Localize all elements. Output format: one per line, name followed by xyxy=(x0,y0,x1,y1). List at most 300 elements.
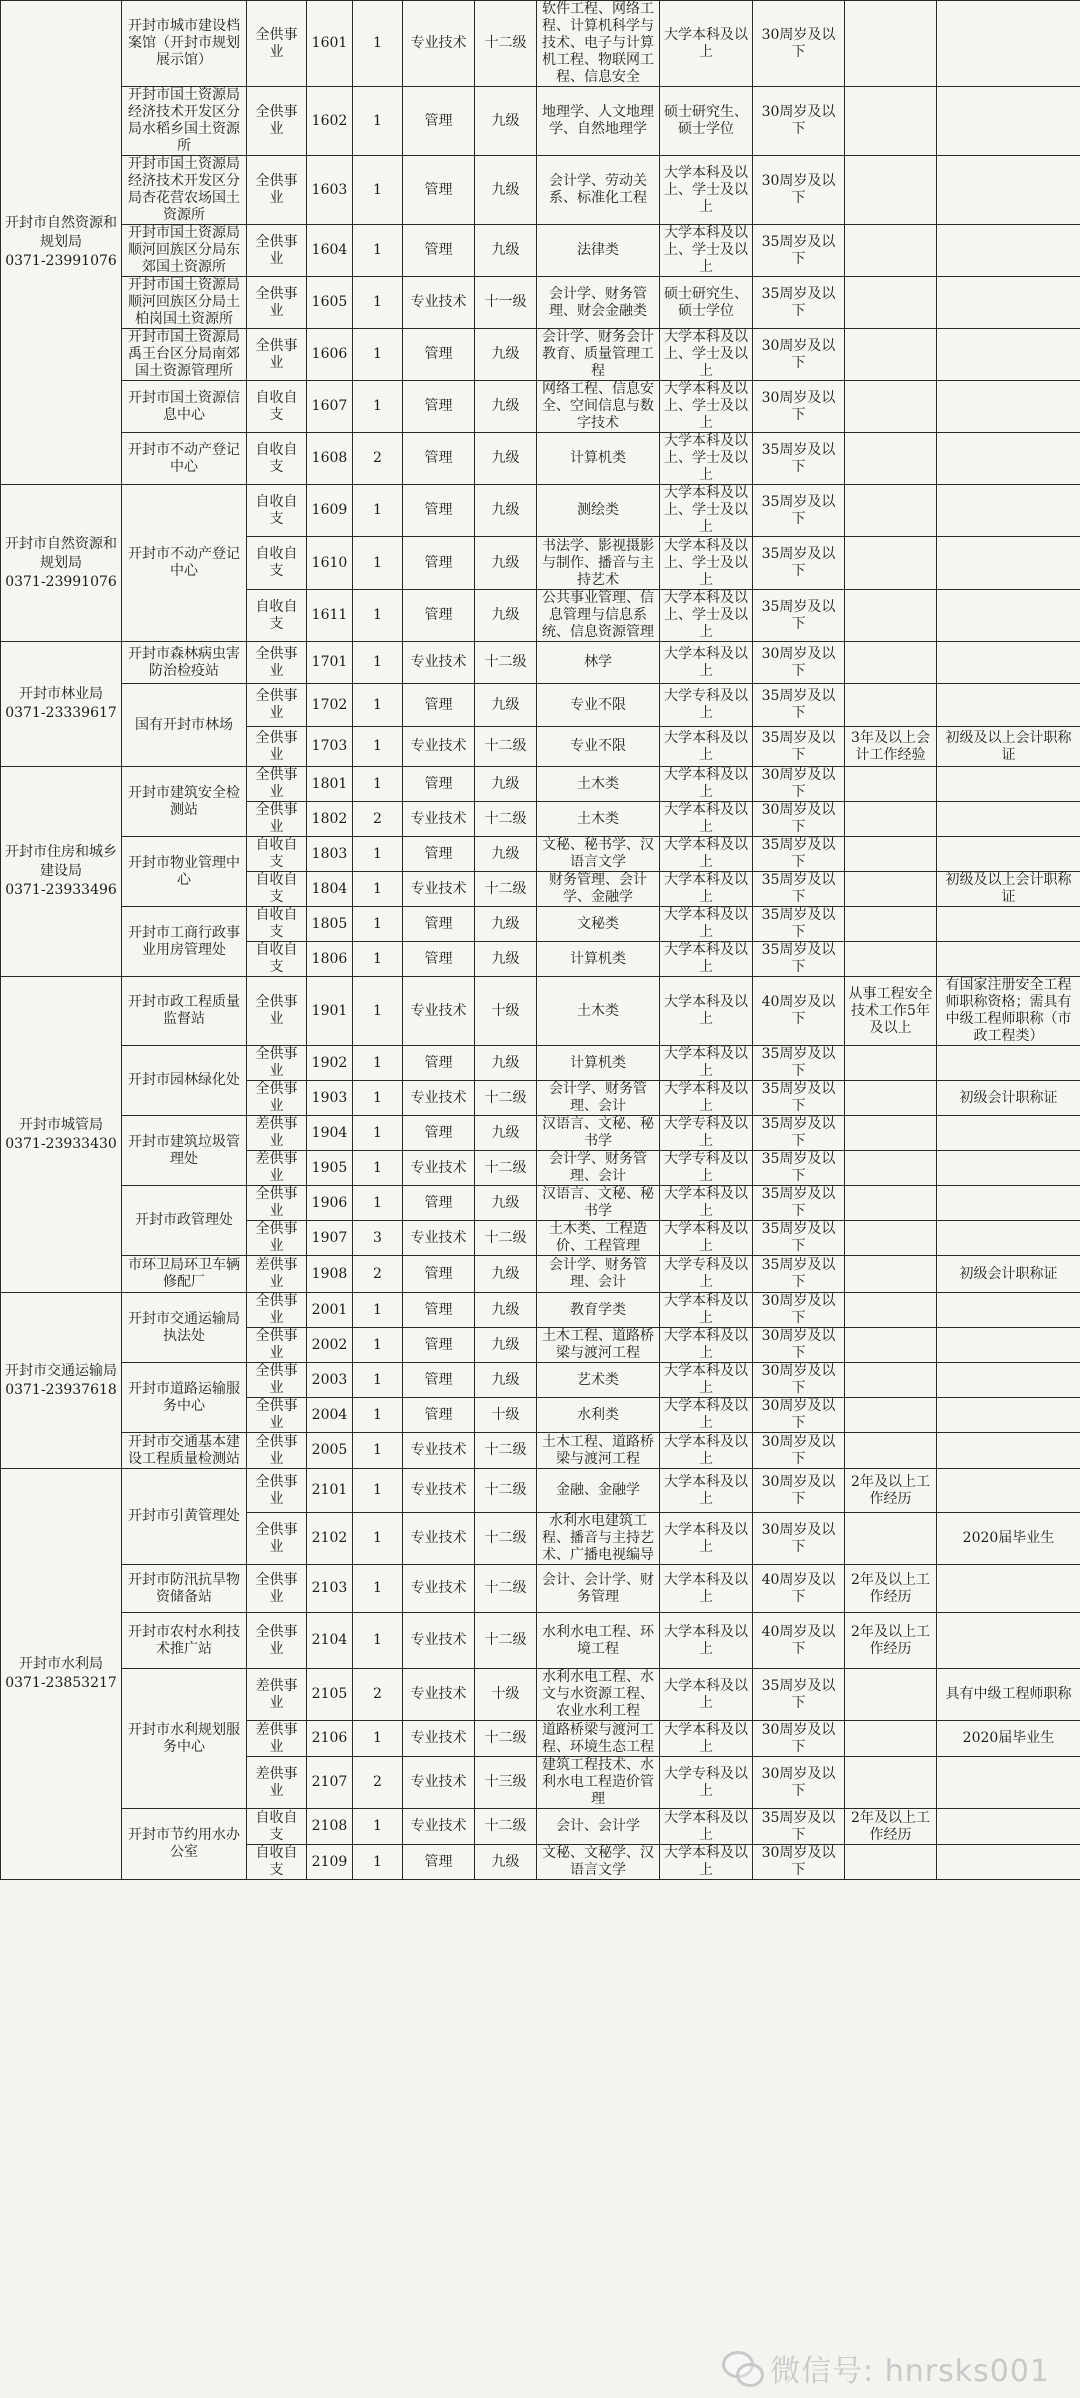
level-cell: 九级 xyxy=(475,1186,537,1221)
count-cell: 1 xyxy=(353,1116,403,1151)
type-cell: 自收自支 xyxy=(247,872,307,907)
edu-cell: 大学本科及以上 xyxy=(660,1081,753,1116)
major-cell: 林学 xyxy=(537,642,660,684)
note-cell xyxy=(937,942,1080,977)
unit-cell: 开封市森林病虫害防治检疫站 xyxy=(122,642,247,684)
edu-cell: 大学本科及以上 xyxy=(660,977,753,1046)
exp-cell xyxy=(845,1046,937,1081)
exp-cell xyxy=(845,1669,937,1721)
edu-cell: 大学本科及以上、学士及以上 xyxy=(660,537,753,590)
edu-cell: 大学专科及以上 xyxy=(660,1256,753,1293)
major-cell: 财务管理、会计学、金融学 xyxy=(537,872,660,907)
edu-cell: 大学本科及以上 xyxy=(660,872,753,907)
exp-cell xyxy=(845,1293,937,1328)
unit-cell: 开封市防汛抗旱物资储备站 xyxy=(122,1565,247,1613)
kind-cell: 专业技术 xyxy=(403,1565,475,1613)
note-cell: 初级及以上会计职称证 xyxy=(937,872,1080,907)
level-cell: 九级 xyxy=(475,767,537,802)
count-cell: 2 xyxy=(353,802,403,837)
kind-cell: 管理 xyxy=(403,485,475,537)
edu-cell: 大学本科及以上 xyxy=(660,1363,753,1398)
note-cell xyxy=(937,433,1080,485)
count-cell: 1 xyxy=(353,225,403,277)
unit-cell: 市环卫局环卫车辆修配厂 xyxy=(122,1256,247,1293)
count-cell: 2 xyxy=(353,1256,403,1293)
note-cell xyxy=(937,1328,1080,1363)
major-cell: 会计学、财务管理、财会金融类 xyxy=(537,277,660,329)
major-cell: 文秘、文秘学、汉语言文学 xyxy=(537,1845,660,1880)
table-row xyxy=(1,684,1080,727)
exp-cell xyxy=(845,381,937,433)
exp-cell: 3年及以上会计工作经验 xyxy=(845,727,937,767)
major-cell: 土木类 xyxy=(537,802,660,837)
edu-cell: 大学本科及以上 xyxy=(660,1328,753,1363)
note-cell xyxy=(937,1845,1080,1880)
age-cell: 35周岁及以下 xyxy=(753,1046,845,1081)
level-cell: 九级 xyxy=(475,329,537,381)
level-cell: 九级 xyxy=(475,1046,537,1081)
code-cell: 2105 xyxy=(307,1669,353,1721)
exp-cell xyxy=(845,1757,937,1809)
note-cell xyxy=(937,1398,1080,1433)
code-cell: 1802 xyxy=(307,802,353,837)
note-cell xyxy=(937,156,1080,225)
type-cell: 全供事业 xyxy=(247,1081,307,1116)
count-cell: 1 xyxy=(353,590,403,642)
edu-cell: 大学本科及以上、学士及以上 xyxy=(660,590,753,642)
kind-cell: 专业技术 xyxy=(403,1221,475,1256)
major-cell: 公共事业管理、信息管理与信息系统、信息资源管理 xyxy=(537,590,660,642)
exp-cell: 2年及以上工作经历 xyxy=(845,1469,937,1513)
department-cell: 开封市交通运输局 0371-23937618 xyxy=(1,1293,122,1469)
code-cell: 1608 xyxy=(307,433,353,485)
kind-cell: 专业技术 xyxy=(403,1469,475,1513)
age-cell: 30周岁及以下 xyxy=(753,1328,845,1363)
note-cell xyxy=(937,1116,1080,1151)
unit-cell: 开封市国土资源局顺河回族区分局东郊国土资源所 xyxy=(122,225,247,277)
kind-cell: 管理 xyxy=(403,1398,475,1433)
major-cell: 水利水电工程、环境工程 xyxy=(537,1613,660,1669)
type-cell: 全供事业 xyxy=(247,1513,307,1565)
edu-cell: 大学本科及以上 xyxy=(660,1669,753,1721)
level-cell: 九级 xyxy=(475,381,537,433)
age-cell: 40周岁及以下 xyxy=(753,1613,845,1669)
major-cell: 会计学、财务管理、会计 xyxy=(537,1081,660,1116)
type-cell: 差供事业 xyxy=(247,1669,307,1721)
department-cell: 开封市自然资源和规划局 0371-23991076 xyxy=(1,485,122,642)
unit-cell: 开封市道路运输服务中心 xyxy=(122,1363,247,1433)
exp-cell xyxy=(845,329,937,381)
exp-cell xyxy=(845,942,937,977)
unit-cell: 开封市城市建设档案馆（开封市规划展示馆） xyxy=(122,1,247,87)
code-cell: 1806 xyxy=(307,942,353,977)
count-cell: 1 xyxy=(353,1151,403,1186)
kind-cell: 管理 xyxy=(403,156,475,225)
type-cell: 全供事业 xyxy=(247,1046,307,1081)
level-cell: 十二级 xyxy=(475,802,537,837)
exp-cell xyxy=(845,590,937,642)
table-row xyxy=(1,1293,1080,1328)
code-cell: 1604 xyxy=(307,225,353,277)
age-cell: 35周岁及以下 xyxy=(753,1081,845,1116)
type-cell: 全供事业 xyxy=(247,802,307,837)
count-cell: 1 xyxy=(353,1186,403,1221)
count-cell: 1 xyxy=(353,277,403,329)
edu-cell: 大学本科及以上 xyxy=(660,907,753,942)
age-cell: 35周岁及以下 xyxy=(753,590,845,642)
level-cell: 九级 xyxy=(475,837,537,872)
kind-cell: 管理 xyxy=(403,87,475,156)
type-cell: 差供事业 xyxy=(247,1116,307,1151)
age-cell: 30周岁及以下 xyxy=(753,1513,845,1565)
kind-cell: 专业技术 xyxy=(403,872,475,907)
code-cell: 1904 xyxy=(307,1116,353,1151)
edu-cell: 大学专科及以上 xyxy=(660,1151,753,1186)
type-cell: 全供事业 xyxy=(247,1328,307,1363)
table-row xyxy=(1,837,1080,872)
table-row xyxy=(1,1669,1080,1721)
level-cell: 九级 xyxy=(475,433,537,485)
level-cell: 九级 xyxy=(475,1363,537,1398)
major-cell: 专业不限 xyxy=(537,727,660,767)
exp-cell xyxy=(845,1433,937,1469)
unit-cell: 开封市节约用水办公室 xyxy=(122,1809,247,1880)
note-cell xyxy=(937,1613,1080,1669)
note-cell xyxy=(937,767,1080,802)
age-cell: 35周岁及以下 xyxy=(753,1256,845,1293)
major-cell: 土木类 xyxy=(537,977,660,1046)
major-cell: 金融、金融学 xyxy=(537,1469,660,1513)
type-cell: 全供事业 xyxy=(247,684,307,727)
level-cell: 九级 xyxy=(475,1293,537,1328)
edu-cell: 大学本科及以上、学士及以上 xyxy=(660,485,753,537)
major-cell: 建筑工程技术、水利水电工程造价管理 xyxy=(537,1757,660,1809)
code-cell: 1905 xyxy=(307,1151,353,1186)
exp-cell xyxy=(845,642,937,684)
edu-cell: 大学本科及以上、学士及以上 xyxy=(660,156,753,225)
type-cell: 全供事业 xyxy=(247,727,307,767)
exp-cell xyxy=(845,1256,937,1293)
exp-cell xyxy=(845,485,937,537)
unit-cell: 开封市园林绿化处 xyxy=(122,1046,247,1116)
count-cell: 1 xyxy=(353,1513,403,1565)
unit-cell: 开封市国土资源信息中心 xyxy=(122,381,247,433)
kind-cell: 专业技术 xyxy=(403,727,475,767)
major-cell: 文秘、秘书学、汉语言文学 xyxy=(537,837,660,872)
note-cell xyxy=(937,590,1080,642)
kind-cell: 专业技术 xyxy=(403,1613,475,1669)
note-cell xyxy=(937,684,1080,727)
exp-cell xyxy=(845,1186,937,1221)
unit-cell: 国有开封市林场 xyxy=(122,684,247,767)
kind-cell: 管理 xyxy=(403,767,475,802)
code-cell: 2108 xyxy=(307,1809,353,1845)
edu-cell: 大学本科及以上 xyxy=(660,767,753,802)
age-cell: 30周岁及以下 xyxy=(753,767,845,802)
count-cell: 1 xyxy=(353,537,403,590)
count-cell: 1 xyxy=(353,1,403,87)
type-cell: 全供事业 xyxy=(247,1293,307,1328)
edu-cell: 大学本科及以上 xyxy=(660,1398,753,1433)
count-cell: 1 xyxy=(353,1809,403,1845)
kind-cell: 专业技术 xyxy=(403,1669,475,1721)
exp-cell xyxy=(845,1363,937,1398)
level-cell: 十二级 xyxy=(475,1721,537,1757)
major-cell: 教育学类 xyxy=(537,1293,660,1328)
age-cell: 35周岁及以下 xyxy=(753,433,845,485)
major-cell: 水利水电建筑工程、播音与主持艺术、广播电视编导 xyxy=(537,1513,660,1565)
level-cell: 九级 xyxy=(475,942,537,977)
exp-cell xyxy=(845,837,937,872)
age-cell: 35周岁及以下 xyxy=(753,537,845,590)
code-cell: 1702 xyxy=(307,684,353,727)
table-row xyxy=(1,1363,1080,1398)
level-cell: 十三级 xyxy=(475,1757,537,1809)
type-cell: 差供事业 xyxy=(247,1256,307,1293)
kind-cell: 管理 xyxy=(403,590,475,642)
type-cell: 全供事业 xyxy=(247,977,307,1046)
department-cell: 开封市水利局 0371-23853217 xyxy=(1,1469,122,1880)
code-cell: 2107 xyxy=(307,1757,353,1809)
age-cell: 30周岁及以下 xyxy=(753,156,845,225)
unit-cell: 开封市政工程质量监督站 xyxy=(122,977,247,1046)
kind-cell: 管理 xyxy=(403,837,475,872)
kind-cell: 专业技术 xyxy=(403,1513,475,1565)
table-row xyxy=(1,1809,1080,1845)
edu-cell: 大学本科及以上 xyxy=(660,1469,753,1513)
table-row xyxy=(1,977,1080,1046)
count-cell: 1 xyxy=(353,684,403,727)
edu-cell: 大学专科及以上 xyxy=(660,684,753,727)
type-cell: 全供事业 xyxy=(247,277,307,329)
major-cell: 会计、会计学 xyxy=(537,1809,660,1845)
note-cell xyxy=(937,1151,1080,1186)
kind-cell: 专业技术 xyxy=(403,1433,475,1469)
age-cell: 40周岁及以下 xyxy=(753,977,845,1046)
level-cell: 九级 xyxy=(475,1328,537,1363)
age-cell: 35周岁及以下 xyxy=(753,942,845,977)
table-row xyxy=(1,1116,1080,1151)
note-cell xyxy=(937,1565,1080,1613)
exp-cell xyxy=(845,1221,937,1256)
unit-cell: 开封市农村水利技术推广站 xyxy=(122,1613,247,1669)
level-cell: 九级 xyxy=(475,590,537,642)
kind-cell: 管理 xyxy=(403,684,475,727)
level-cell: 十二级 xyxy=(475,1809,537,1845)
type-cell: 差供事业 xyxy=(247,1757,307,1809)
note-cell xyxy=(937,1221,1080,1256)
edu-cell: 大学本科及以上 xyxy=(660,1845,753,1880)
table-row xyxy=(1,156,1080,225)
edu-cell: 大学本科及以上 xyxy=(660,1433,753,1469)
department-cell: 开封市住房和城乡建设局 0371-23933496 xyxy=(1,767,122,977)
level-cell: 十级 xyxy=(475,1398,537,1433)
exp-cell xyxy=(845,433,937,485)
level-cell: 九级 xyxy=(475,1256,537,1293)
type-cell: 自收自支 xyxy=(247,942,307,977)
count-cell: 1 xyxy=(353,837,403,872)
unit-cell: 开封市国土资源局经济技术开发区分局杏花营农场国土资源所 xyxy=(122,156,247,225)
code-cell: 2001 xyxy=(307,1293,353,1328)
level-cell: 十一级 xyxy=(475,277,537,329)
type-cell: 差供事业 xyxy=(247,1721,307,1757)
level-cell: 十二级 xyxy=(475,1513,537,1565)
unit-cell: 开封市政管理处 xyxy=(122,1186,247,1256)
count-cell: 1 xyxy=(353,907,403,942)
code-cell: 1801 xyxy=(307,767,353,802)
note-cell: 2020届毕业生 xyxy=(937,1513,1080,1565)
type-cell: 全供事业 xyxy=(247,767,307,802)
note-cell xyxy=(937,1363,1080,1398)
edu-cell: 硕士研究生、硕士学位 xyxy=(660,277,753,329)
kind-cell: 管理 xyxy=(403,381,475,433)
kind-cell: 专业技术 xyxy=(403,977,475,1046)
exp-cell xyxy=(845,1845,937,1880)
age-cell: 30周岁及以下 xyxy=(753,802,845,837)
type-cell: 全供事业 xyxy=(247,225,307,277)
type-cell: 自收自支 xyxy=(247,590,307,642)
count-cell: 1 xyxy=(353,767,403,802)
major-cell: 汉语言、文秘、秘书学 xyxy=(537,1116,660,1151)
age-cell: 30周岁及以下 xyxy=(753,642,845,684)
exp-cell xyxy=(845,1721,937,1757)
exp-cell xyxy=(845,537,937,590)
major-cell: 道路桥梁与渡河工程、环境生态工程 xyxy=(537,1721,660,1757)
note-cell: 2020届毕业生 xyxy=(937,1721,1080,1757)
code-cell: 1907 xyxy=(307,1221,353,1256)
count-cell: 1 xyxy=(353,329,403,381)
age-cell: 35周岁及以下 xyxy=(753,1669,845,1721)
note-cell xyxy=(937,537,1080,590)
count-cell: 1 xyxy=(353,1469,403,1513)
major-cell: 计算机类 xyxy=(537,433,660,485)
code-cell: 1609 xyxy=(307,485,353,537)
count-cell: 3 xyxy=(353,1221,403,1256)
age-cell: 35周岁及以下 xyxy=(753,277,845,329)
count-cell: 1 xyxy=(353,1328,403,1363)
age-cell: 35周岁及以下 xyxy=(753,1221,845,1256)
note-cell xyxy=(937,87,1080,156)
major-cell: 书法学、影视摄影与制作、播音与主持艺术 xyxy=(537,537,660,590)
code-cell: 1803 xyxy=(307,837,353,872)
age-cell: 30周岁及以下 xyxy=(753,1293,845,1328)
kind-cell: 专业技术 xyxy=(403,1809,475,1845)
age-cell: 35周岁及以下 xyxy=(753,727,845,767)
exp-cell xyxy=(845,225,937,277)
major-cell: 土木类、工程造价、工程管理 xyxy=(537,1221,660,1256)
exp-cell xyxy=(845,1,937,87)
edu-cell: 大学本科及以上 xyxy=(660,837,753,872)
level-cell: 十二级 xyxy=(475,1613,537,1669)
kind-cell: 专业技术 xyxy=(403,1757,475,1809)
age-cell: 35周岁及以下 xyxy=(753,837,845,872)
code-cell: 2104 xyxy=(307,1613,353,1669)
major-cell: 文秘类 xyxy=(537,907,660,942)
kind-cell: 管理 xyxy=(403,433,475,485)
exp-cell xyxy=(845,1116,937,1151)
code-cell: 1703 xyxy=(307,727,353,767)
type-cell: 全供事业 xyxy=(247,1186,307,1221)
kind-cell: 管理 xyxy=(403,1293,475,1328)
note-cell: 有国家注册安全工程师职称资格；需具有中级工程师职称（市政工程类） xyxy=(937,977,1080,1046)
unit-cell: 开封市工商行政事业用房管理处 xyxy=(122,907,247,977)
level-cell: 十二级 xyxy=(475,727,537,767)
major-cell: 艺术类 xyxy=(537,1363,660,1398)
exp-cell: 从事工程安全技术工作5年及以上 xyxy=(845,977,937,1046)
table-row xyxy=(1,767,1080,802)
edu-cell: 大学本科及以上 xyxy=(660,1,753,87)
count-cell: 1 xyxy=(353,727,403,767)
kind-cell: 专业技术 xyxy=(403,1,475,87)
major-cell: 计算机类 xyxy=(537,942,660,977)
kind-cell: 管理 xyxy=(403,1046,475,1081)
major-cell: 计算机类 xyxy=(537,1046,660,1081)
code-cell: 1701 xyxy=(307,642,353,684)
table-row xyxy=(1,277,1080,329)
unit-cell: 开封市引黄管理处 xyxy=(122,1469,247,1565)
watermark-label: 微信号: hnrsks001 xyxy=(770,2354,1050,2389)
note-cell xyxy=(937,802,1080,837)
level-cell: 十级 xyxy=(475,1669,537,1721)
edu-cell: 大学本科及以上、学士及以上 xyxy=(660,381,753,433)
type-cell: 全供事业 xyxy=(247,1433,307,1469)
code-cell: 1908 xyxy=(307,1256,353,1293)
kind-cell: 管理 xyxy=(403,907,475,942)
code-cell: 1804 xyxy=(307,872,353,907)
note-cell xyxy=(937,381,1080,433)
unit-cell: 开封市国土资源局禹王台区分局南郊国土资源管理所 xyxy=(122,329,247,381)
unit-cell: 开封市不动产登记中心 xyxy=(122,485,247,642)
edu-cell: 大学本科及以上 xyxy=(660,642,753,684)
count-cell: 1 xyxy=(353,156,403,225)
count-cell: 1 xyxy=(353,1613,403,1669)
kind-cell: 专业技术 xyxy=(403,1721,475,1757)
note-cell xyxy=(937,329,1080,381)
count-cell: 1 xyxy=(353,381,403,433)
unit-cell: 开封市建筑安全检测站 xyxy=(122,767,247,837)
kind-cell: 专业技术 xyxy=(403,1151,475,1186)
kind-cell: 专业技术 xyxy=(403,1081,475,1116)
edu-cell: 大学本科及以上 xyxy=(660,1809,753,1845)
table-row xyxy=(1,1256,1080,1293)
edu-cell: 大学本科及以上 xyxy=(660,1293,753,1328)
major-cell: 土木工程、道路桥梁与渡河工程 xyxy=(537,1433,660,1469)
level-cell: 九级 xyxy=(475,1116,537,1151)
unit-cell: 开封市水利规划服务中心 xyxy=(122,1669,247,1809)
level-cell: 十二级 xyxy=(475,1221,537,1256)
major-cell: 汉语言、文秘、秘书学 xyxy=(537,1186,660,1221)
table-row xyxy=(1,485,1080,537)
note-cell xyxy=(937,225,1080,277)
kind-cell: 专业技术 xyxy=(403,642,475,684)
major-cell: 软件工程、网络工程、计算机科学与技术、电子与计算机工程、物联网工程、信息安全 xyxy=(537,1,660,87)
table-row xyxy=(1,642,1080,684)
level-cell: 十二级 xyxy=(475,642,537,684)
age-cell: 30周岁及以下 xyxy=(753,1433,845,1469)
exp-cell: 2年及以上工作经历 xyxy=(845,1565,937,1613)
table-row xyxy=(1,1469,1080,1513)
exp-cell xyxy=(845,156,937,225)
edu-cell: 硕士研究生、硕士学位 xyxy=(660,87,753,156)
edu-cell: 大学专科及以上 xyxy=(660,1116,753,1151)
type-cell: 自收自支 xyxy=(247,485,307,537)
code-cell: 1611 xyxy=(307,590,353,642)
age-cell: 30周岁及以下 xyxy=(753,329,845,381)
kind-cell: 管理 xyxy=(403,225,475,277)
code-cell: 1901 xyxy=(307,977,353,1046)
unit-cell: 开封市不动产登记中心 xyxy=(122,433,247,485)
level-cell: 十二级 xyxy=(475,1,537,87)
